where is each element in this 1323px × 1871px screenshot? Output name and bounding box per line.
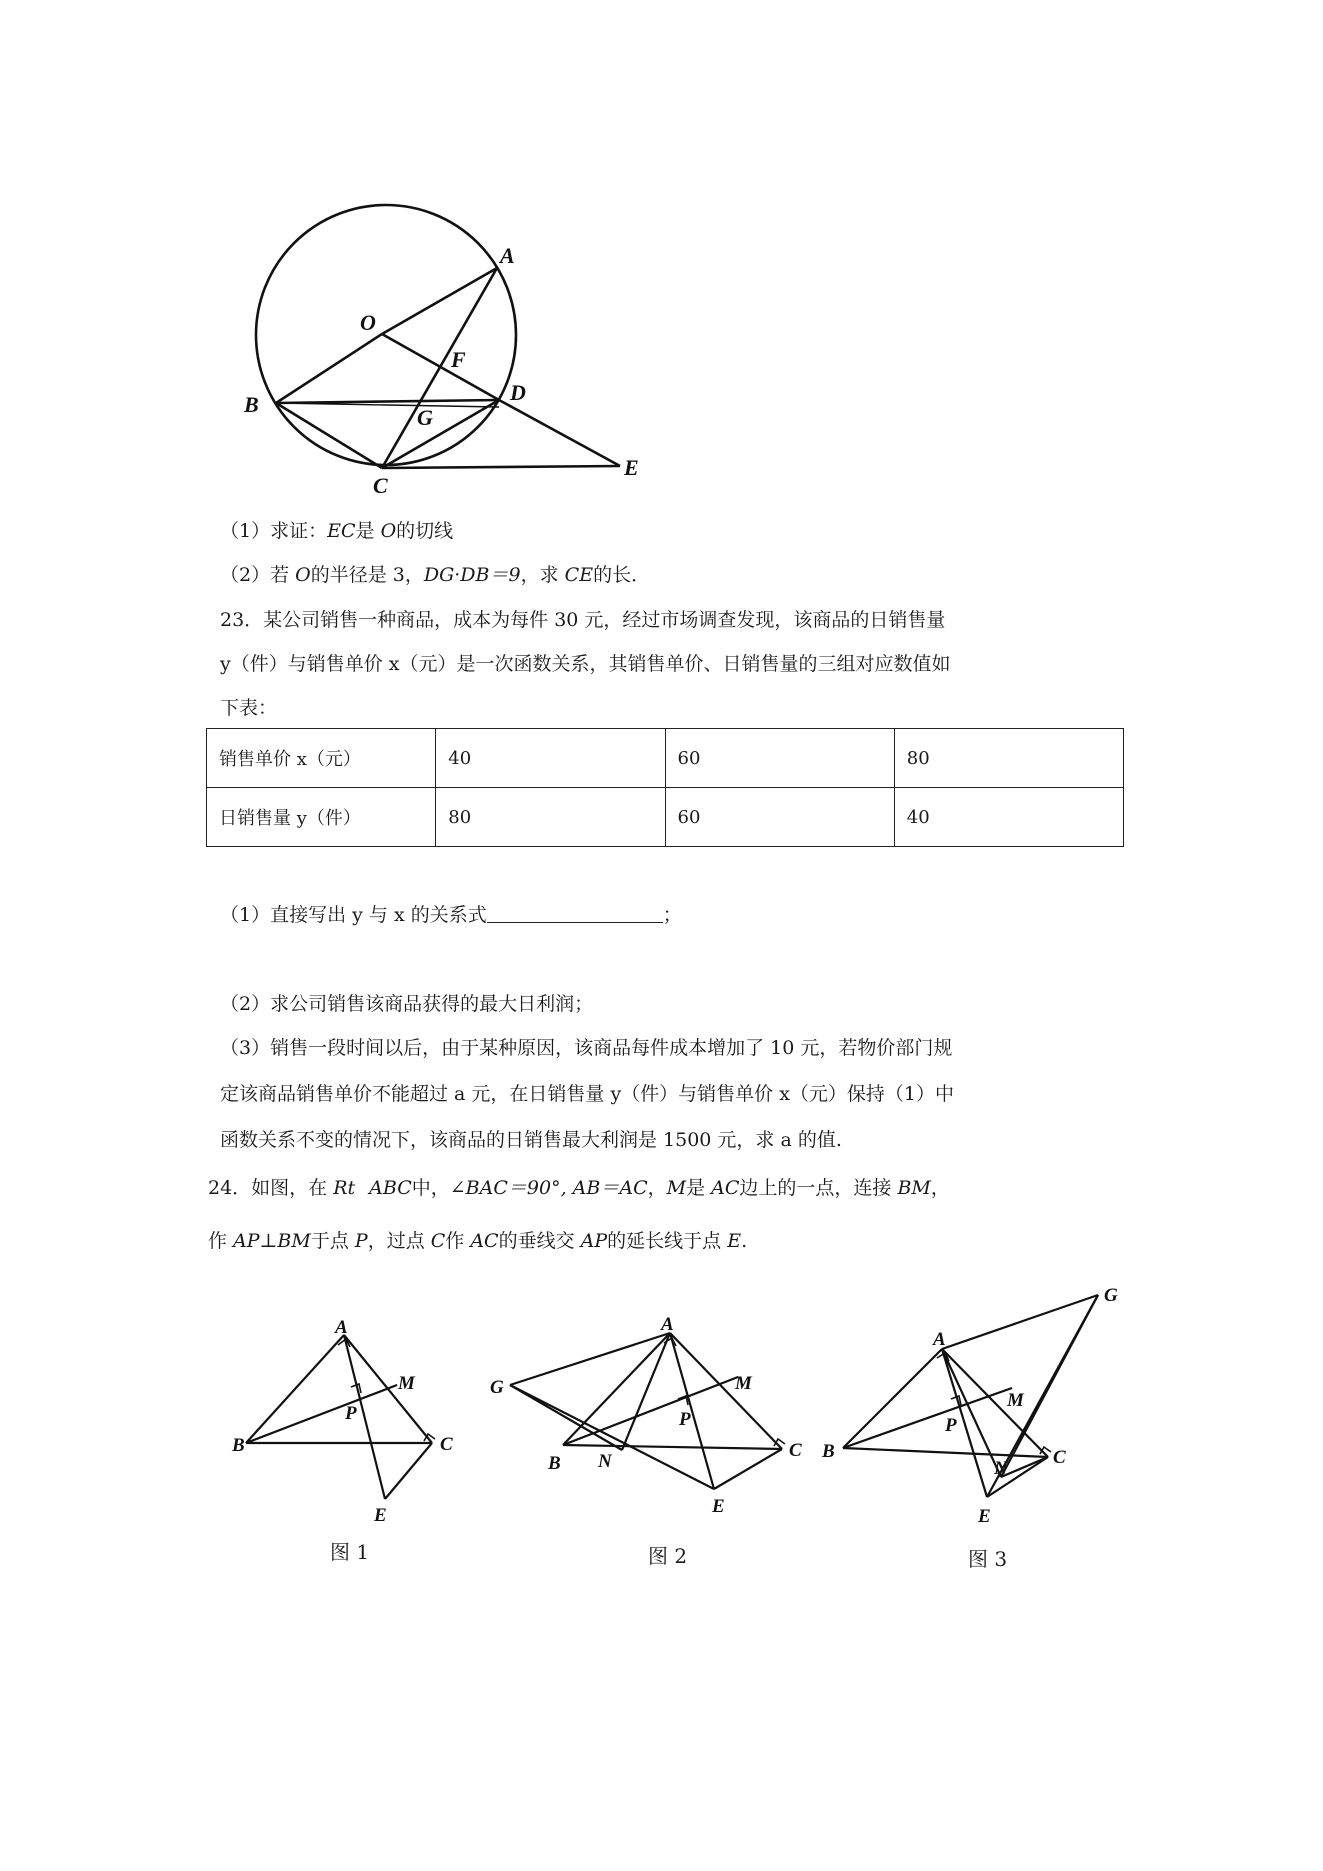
fig2-label-c: C <box>789 1440 802 1461</box>
q23-part1: （1）直接写出 y 与 x 的关系式 ； <box>220 904 682 926</box>
fig3-label-p: P <box>945 1415 957 1436</box>
table-cell: 80 <box>894 729 1123 788</box>
figure-2 <box>480 1310 815 1530</box>
fig1-label-p: P <box>345 1403 357 1424</box>
table-cell: 日销售量 y（件） <box>207 788 436 847</box>
label-o: O <box>360 310 376 335</box>
figure-3 <box>820 1278 1140 1533</box>
fig3-label-e: E <box>978 1506 991 1527</box>
table-row <box>207 788 1124 847</box>
q23-line2: y（件）与销售单价 x（元）是一次函数关系，其销售单价、日销售量的三组对应数值如 <box>220 653 951 675</box>
label-f: F <box>451 347 466 372</box>
fig2-label-b: B <box>548 1453 561 1474</box>
fig3-label-c: C <box>1053 1447 1066 1468</box>
label-d: D <box>510 380 526 405</box>
table-cell: 60 <box>665 729 894 788</box>
fig1-label-a: A <box>335 1317 348 1338</box>
q23-line3: 下表： <box>220 697 278 719</box>
fig3-label-n: N <box>994 1458 1008 1479</box>
table-cell: 40 <box>436 729 665 788</box>
figure-1 <box>225 1305 465 1535</box>
table-cell: 60 <box>665 788 894 847</box>
q23-part3-line2: 定该商品销售单价不能超过 a 元，在日销售量 y（件）与销售单价 x（元）保持（1）中 <box>220 1083 955 1105</box>
fig3-label-g: G <box>1104 1285 1118 1306</box>
label-g: G <box>417 405 433 430</box>
fig3-label-a: A <box>933 1329 946 1350</box>
figure-1-caption: 图 1 <box>330 1540 370 1564</box>
price-sales-table <box>206 728 1124 847</box>
fig2-label-p: P <box>679 1409 691 1430</box>
q23-part2: （2）求公司销售该商品获得的最大日利润； <box>220 993 594 1015</box>
label-c: C <box>373 473 388 498</box>
fig1-label-e: E <box>374 1505 387 1526</box>
label-e: E <box>624 455 639 480</box>
circle-figure <box>230 195 670 505</box>
fig1-label-c: C <box>440 1434 453 1455</box>
q24-line1: 24．如图，在 Rt ABC中，∠BAC＝90°, AB＝AC，M是 AC边上的一点，连接 BM， <box>208 1177 950 1199</box>
fig2-label-a: A <box>661 1314 674 1335</box>
q22-part2: （2）若 O的半径是 3，DG·DB＝9，求 CE的长． <box>220 564 651 586</box>
q23-line1: 23．某公司销售一种商品，成本为每件 30 元，经过市场调查发现，该商品的日销售量 <box>220 609 946 631</box>
fig1-label-m: M <box>398 1373 415 1394</box>
figure-2-caption: 图 2 <box>648 1544 688 1568</box>
fig2-label-m: M <box>735 1373 752 1394</box>
fig3-label-m: M <box>1007 1390 1024 1411</box>
fig3-label-b: B <box>822 1441 835 1462</box>
figure-3-caption: 图 3 <box>968 1547 1008 1571</box>
fig2-label-e: E <box>712 1496 725 1517</box>
q23-part3-line3: 函数关系不变的情况下，该商品的日销售最大利润是 1500 元，求 a 的值. <box>220 1129 842 1151</box>
table-cell: 40 <box>894 788 1123 847</box>
table-cell: 80 <box>436 788 665 847</box>
table-cell: 销售单价 x（元） <box>207 729 436 788</box>
fig2-label-n: N <box>598 1451 612 1472</box>
q23-part3-line1: （3）销售一段时间以后，由于某种原因，该商品每件成本增加了 10 元，若物价部门规 <box>220 1037 953 1059</box>
q24-line2: 作 AP⊥BM于点 P，过点 C作 AC的垂线交 AP的延长线于点 E. <box>208 1230 748 1252</box>
fig1-label-b: B <box>232 1435 245 1456</box>
label-b: B <box>244 392 259 417</box>
table-row <box>207 729 1124 788</box>
q22-part1: （1）求证：EC是 O的切线 <box>220 520 454 542</box>
fig2-label-g: G <box>490 1377 504 1398</box>
answer-blank[interactable] <box>487 904 663 923</box>
label-a: A <box>500 243 515 268</box>
